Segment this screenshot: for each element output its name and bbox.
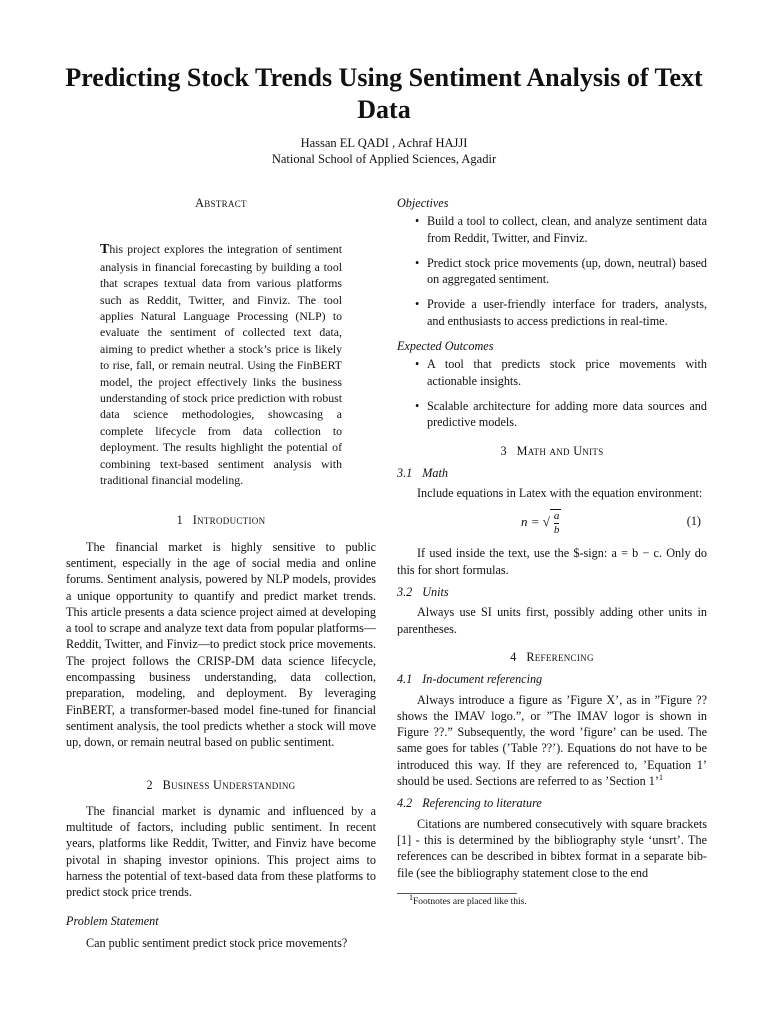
- right-column: [397, 195, 707, 881]
- subsection-title: Units: [422, 585, 449, 600]
- footnote-divider: [397, 893, 517, 894]
- subsection-title: Math: [422, 465, 448, 480]
- introduction-paragraph: The financial market is highly sensitive to public sentiment, especially in the age of social media and online forums. Sentiment analysis, powered by NLP models, provides a unique opportunity to quantify and predict market trends. This article presents a data science project aimed at developing a tool to scrape and analyze text data from popular platforms—Reddit, Twitter, and Finviz—to predict stock price movements. The project follows the CRISP-DM data science lifecycle, encompassing business understanding, data collection, preparation, modeling, and deployment. By leveraging FinBERT, a transformer-based model fine-tuned for financial sentiment analysis, the tool predicts whether a stock will move up, down, or remain neutral based on public sentiment.: [66, 539, 376, 750]
- section-heading-introduction: [66, 512, 376, 528]
- abstract-text: [66, 241, 376, 488]
- equation-block: [397, 501, 707, 545]
- literature-paragraph: Citations are numbered consecutively with square brackets [1] - this is determined by the bibliography style ‘unsrt’. The references can be described in bibtex format in a separate bib-file (see the bibliography statement close to the end: [397, 816, 707, 880]
- inline-math-paragraph: If used inside the text, use the $-sign: a = b − c. Only do this for short formulas.: [397, 546, 707, 577]
- sqrt-icon: √: [542, 514, 550, 530]
- author-block: [60, 135, 708, 167]
- section-number: 3: [500, 443, 507, 458]
- equation-fraction: [554, 510, 560, 537]
- footnote-marker: 1: [658, 772, 663, 782]
- subsection-heading-units: [397, 584, 707, 600]
- equation: [521, 509, 561, 537]
- outcomes-list: [397, 356, 707, 430]
- objective-item: • Provide a user-friendly interface for traders, analysts, and enthusiasts to access predictions in real-time.: [427, 296, 707, 329]
- subsection-title: Referencing to literature: [422, 796, 542, 811]
- footnote-number: 1: [409, 892, 413, 902]
- in-document-text: Always introduce a figure as ’Figure X’, as in ”Figure ?? shows the IMAV logo.”, or ”The IMAV logor is shown in Figure ??.” Subsequently, the word ’figure’ can be used. The same goes for tables (’Table ??’). Equations do not have to be introduced this way. If they are referenced to, ’Equation 1’ should be used. Sections are referred to as ’Section 1’: [397, 692, 707, 789]
- subsection-number: 3.2: [397, 585, 413, 600]
- abstract-body: his project explores the integration of sentiment analysis in financial forecasting by building a tool that scrapes textual data from various platforms such as Reddit, Twitter, and Finviz. The tool applies Natural Language Processing (NLP) to evaluate the sentiment of collected text data, aiming to predict whether a stock’s price is likely to rise, fall, or remain neutral. Using the FinBERT model, the project effectively links the business understanding of stock price prediction with robust data science methodologies, showcasing a complete lifecycle from data collection to deployment. The results highlight the potential of combining text-based sentiment analysis with traditional financial modeling.: [100, 242, 342, 487]
- objectives-heading: Objectives: [397, 196, 449, 210]
- business-paragraph: The financial market is dynamic and influenced by a multitude of factors, including public sentiment. In recent years, platforms like Reddit, Twitter, and Finviz have become pivotal in shaping investor opinions. This project aims to harness the potential of text-based data from these platforms to predict stock price trends.: [66, 803, 376, 900]
- outcome-item: • A tool that predicts stock price movements with actionable insights.: [427, 356, 707, 389]
- subsection-number: 3.1: [397, 465, 413, 480]
- subsection-title: In-document referencing: [422, 672, 543, 687]
- objectives-list: [397, 213, 707, 329]
- section-heading-math: [397, 443, 707, 459]
- section-number: 1: [176, 513, 183, 528]
- equation-lhs: n =: [521, 514, 540, 530]
- section-heading-referencing: [397, 649, 707, 665]
- subsection-heading-in-document: [397, 671, 707, 687]
- subsection-heading-math: [397, 465, 707, 481]
- section-number: 2: [146, 777, 153, 792]
- section-title: Math and Units: [516, 443, 604, 458]
- footnote-text: Footnotes are placed like this.: [413, 897, 527, 907]
- fraction-denominator: b: [553, 524, 560, 537]
- units-paragraph: Always use SI units first, possibly adding other units in parentheses.: [397, 605, 707, 636]
- outcome-item: • Scalable architecture for adding more data sources and predictive models.: [427, 398, 707, 431]
- expected-outcomes-heading: Expected Outcomes: [397, 339, 494, 354]
- objective-item: • Predict stock price movements (up, down, neutral) based on aggregated sentiment.: [427, 255, 707, 288]
- math-paragraph: Include equations in Latex with the equation environment:: [417, 486, 703, 501]
- author-names: Hassan EL QADI , Achraf HAJJI: [300, 136, 468, 150]
- footnote: [409, 892, 527, 907]
- problem-statement-heading: Problem Statement: [66, 913, 159, 928]
- abstract-drop-letter: T: [100, 242, 110, 258]
- fraction-numerator: a: [553, 510, 560, 523]
- section-title: Business Understanding: [162, 777, 296, 792]
- in-document-paragraph: [397, 692, 707, 790]
- paper-title: Predicting Stock Trends Using Sentiment Analysis of Text Data: [65, 63, 703, 124]
- abstract-heading: Abstract: [195, 196, 247, 210]
- section-heading-business: [66, 777, 376, 793]
- subsection-number: 4.2: [397, 796, 413, 811]
- equation-number: (1): [686, 514, 701, 529]
- section-title: Referencing: [526, 649, 594, 664]
- section-title: Introduction: [192, 513, 266, 528]
- equation-radicand: [550, 509, 562, 537]
- section-number: 4: [510, 649, 517, 664]
- subsection-heading-literature: [397, 795, 707, 811]
- left-column: [66, 195, 376, 951]
- objective-item: • Build a tool to collect, clean, and analyze sentiment data from Reddit, Twitter, and Finviz.: [427, 213, 707, 246]
- affiliation: National School of Applied Sciences, Agadir: [271, 152, 497, 166]
- subsection-number: 4.1: [397, 672, 413, 687]
- problem-statement-text: Can public sentiment predict stock price movements?: [86, 935, 348, 950]
